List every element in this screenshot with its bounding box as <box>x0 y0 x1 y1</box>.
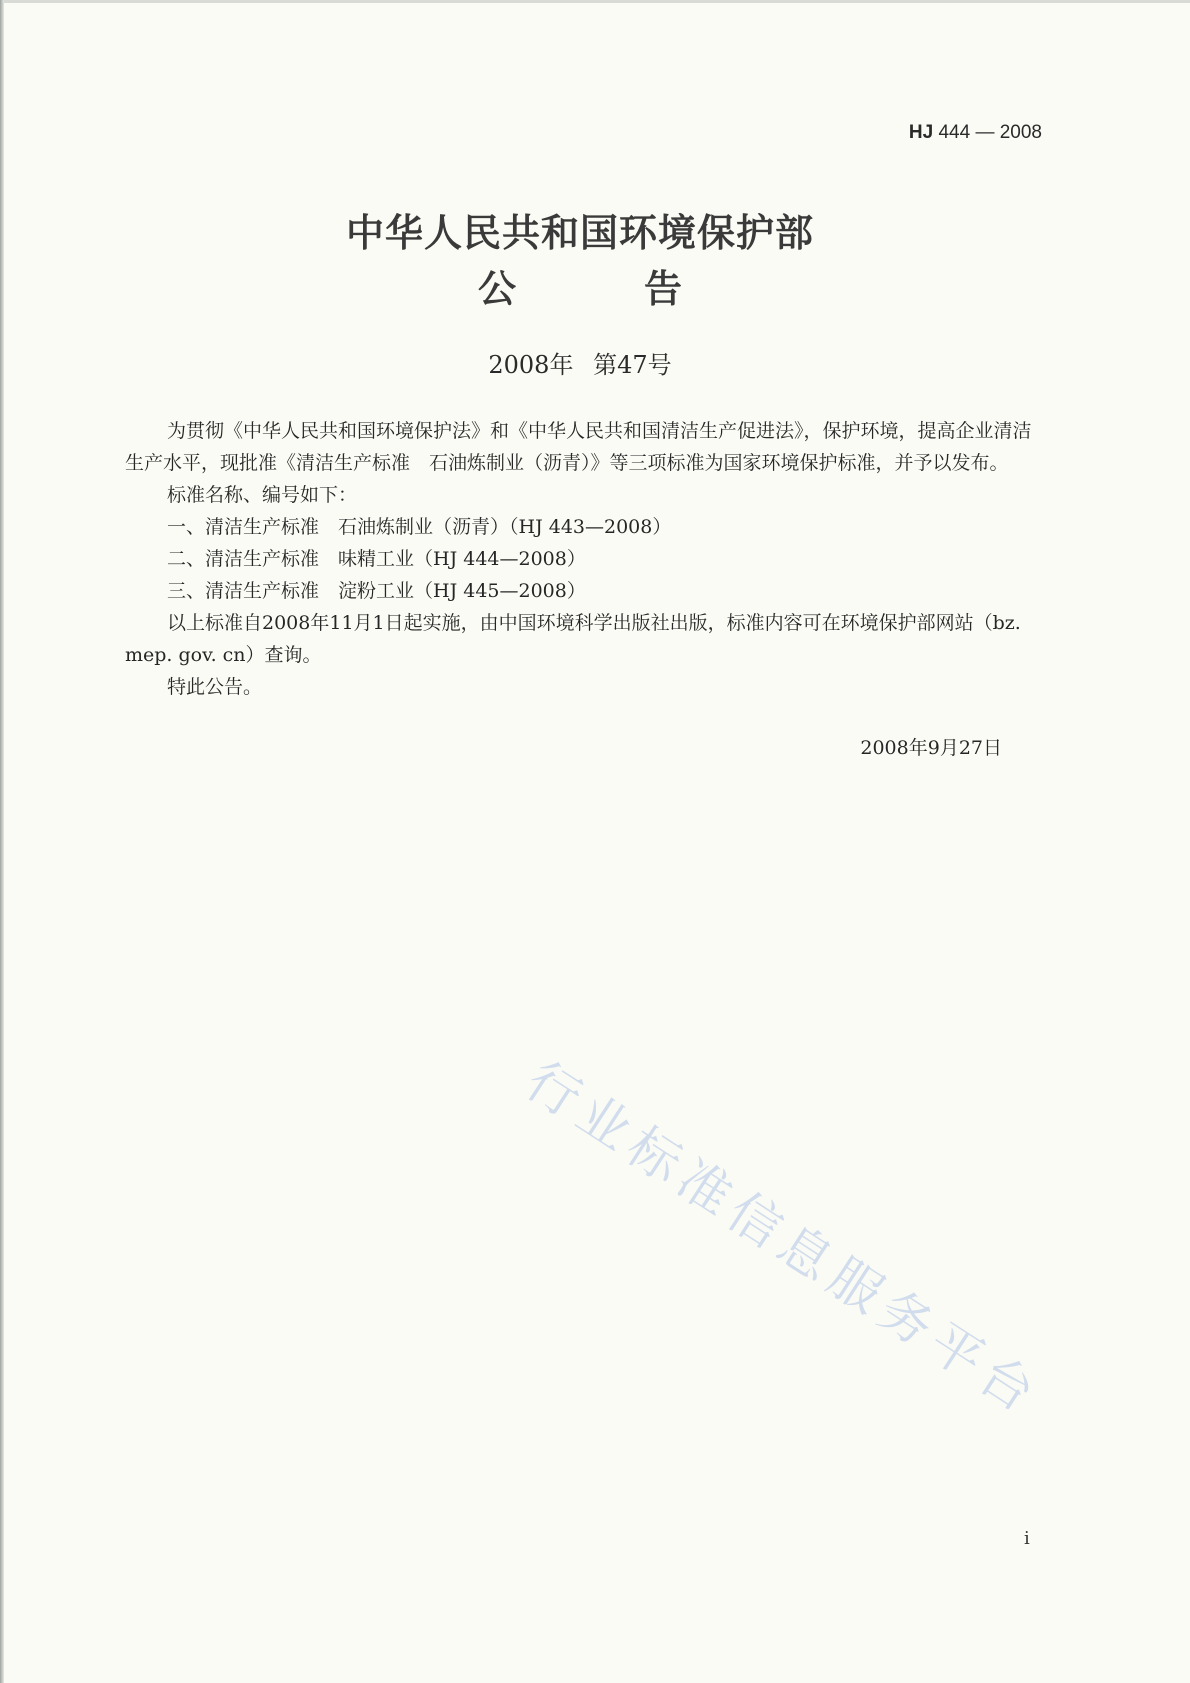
standard-code-prefix: HJ <box>908 122 934 143</box>
body-paragraph-implementation: 以上标准自2008年11月1日起实施，由中国环境科学出版社出版，标准内容可在环境保护部网站（bz. mep. gov. cn）查询。 <box>125 612 1021 666</box>
announcement-body <box>125 415 1045 703</box>
ministry-title: 中华人民共和国环境保护部 <box>345 211 814 255</box>
body-paragraph-list-heading: 标准名称、编号如下： <box>167 484 358 506</box>
scan-edge-top <box>0 0 1190 3</box>
body-paragraph-closing: 特此公告。 <box>167 676 263 698</box>
body-list-item-2: 二、清洁生产标准 味精工业（HJ 444—2008） <box>167 548 586 570</box>
body-list-item-3: 三、清洁生产标准 淀粉工业（HJ 445—2008） <box>167 580 586 602</box>
announcement-date: 2008年9月27日 <box>860 737 1002 759</box>
body-list-item-1: 一、清洁生产标准 石油炼制业（沥青）（HJ 443—2008） <box>167 516 672 538</box>
page-number: i <box>1024 1528 1030 1549</box>
body-paragraph-intro: 为贯彻《中华人民共和国环境保护法》和《中华人民共和国清洁生产促进法》，保护环境，提高企业清洁生产水平，现批准《清洁生产标准 石油炼制业（沥青）》等三项标准为国家环境保护标准，并予以发布。 <box>125 420 1032 474</box>
announcement-heading: 公告 <box>477 267 810 311</box>
standard-code-number: 444 — 2008 <box>933 122 1042 143</box>
watermark: 行业标准信息服务平台 <box>515 1050 1052 1429</box>
standard-code <box>909 122 1042 144</box>
issue-number: 2008年 第47号 <box>488 351 672 379</box>
